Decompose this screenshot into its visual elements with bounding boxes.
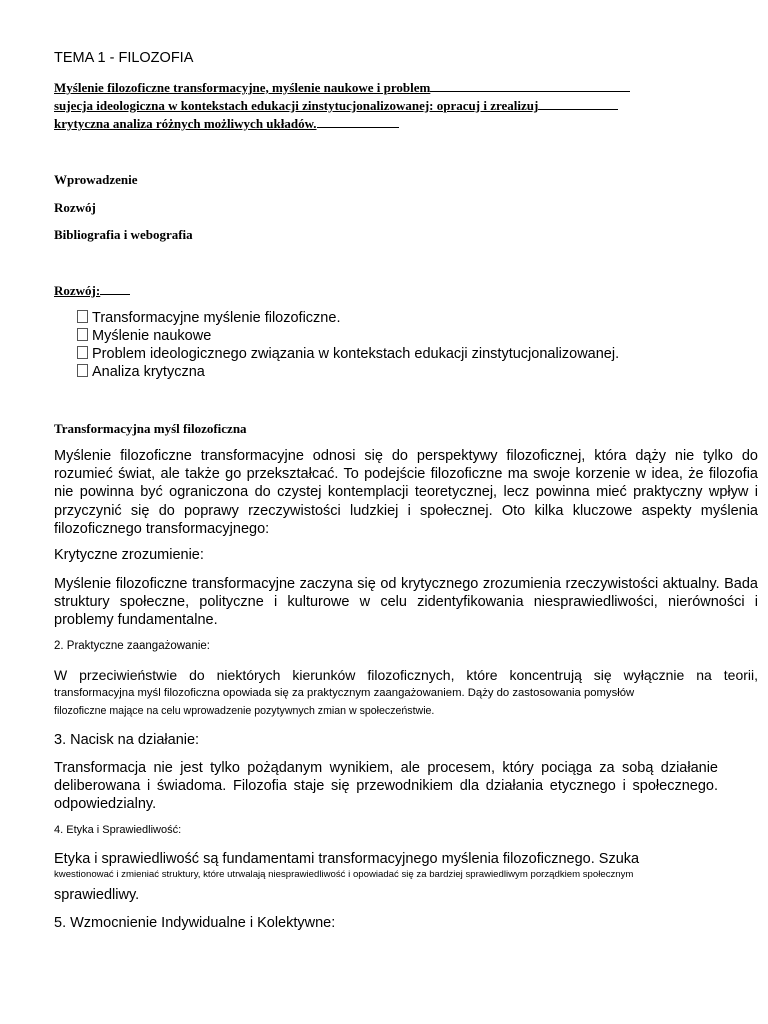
point2-heading: 2. Praktyczne zaangażowanie: [54,640,210,652]
bullet-box-icon [77,346,88,359]
subject-line-3: krytyczna analiza różnych możliwych układów. [54,116,399,132]
development-item: Analiza krytyczna [77,364,205,380]
bullet-box-icon [77,364,88,377]
point4-heading: 4. Etyka i Sprawiedliwość: [54,824,182,836]
point4-line2: kwestionować i zmieniać struktury, które utrwalają niesprawiedliwość i opowiadać się za bardziej sprawiedliwym porządkiem społecznym [54,869,634,880]
point4-line1: Etyka i sprawiedliwość są fundamentami transformacyjnego myślenia filozoficznego. Szuka [54,851,640,867]
point2-line2: transformacyjna myśl filozoficzna opowiada się za praktycznym zaangażowaniem. Dąży do zastosowania pomysłów [54,687,635,699]
point2-line3: filozoficzne mające na celu wprowadzenie pozytywnych zmian w społeczeństwie. [54,705,435,717]
section-heading: Transformacyjna myśl filozoficzna [54,421,247,436]
toc-item-introduction: Wprowadzenie [54,172,138,187]
point1-heading: Krytyczne zrozumienie: [54,547,204,563]
point2-line1: W przeciwieństwie do niektórych kierunków filozoficznych, które koncentrują się wyłącznie na teorii, [54,667,758,683]
point3-heading: 3. Nacisk na działanie: [54,732,200,748]
bullet-box-icon [77,328,88,341]
development-item: Problem ideologicznego związania w kontekstach edukacji zinstytucjonalizowanej. [77,346,619,362]
development-item: Myślenie naukowe [77,328,211,344]
development-item: Transformacyjne myślenie filozoficzne. [77,310,340,326]
toc-item-development: Rozwój [54,200,96,215]
point4-line3: sprawiedliwy. [54,887,140,903]
point1-text: Myślenie filozoficzne transformacyjne zaczyna się od krytycznego zrozumienia rzeczywistości aktualny. Bada struktury społeczne, polityczne i kulturowe w celu zidentyfikowania niesprawiedliwości, nierówności i problemy fundamentalne. [54,576,758,629]
document-title: TEMA 1 - FILOZOFIA [54,50,194,66]
development-heading: Rozwój: [54,283,130,299]
subject-line-1: Myślenie filozoficzne transformacyjne, myślenie naukowe i problem [54,80,630,96]
toc-item-bibliography: Bibliografia i webografia [54,227,193,242]
point3-text: Transformacja nie jest tylko pożądanym wynikiem, ale procesem, który pociąga za sobą działanie deliberowana i świadoma. Filozofia staje się przewodnikiem dla działania etycznego i społecznego. odpowiedzialny. [54,760,718,813]
subject-line-2: sujecja ideologiczna w kontekstach edukacji zinstytucjonalizowanej: opracuj i zrealizuj [54,98,618,114]
intro-paragraph: Myślenie filozoficzne transformacyjne odnosi się do perspektywy filozoficznej, która dąży nie tylko do rozumieć świat, ale także go przekształcać. To podejście filozoficzne ma swoje korzenie w idea, że filozofia nie powinna być ograniczona do czystej kontemplacji teoretycznej, lecz powinna mieć praktyczny wpływ i przyczynić się do poprawy rzeczywistości ludzkiej i społecznej. Oto kilka kluczowe aspekty myślenia filozoficznego transformacyjnego: [54,448,758,537]
point5-heading: 5. Wzmocnienie Indywidualne i Kolektywne: [54,915,336,931]
bullet-box-icon [77,310,88,323]
